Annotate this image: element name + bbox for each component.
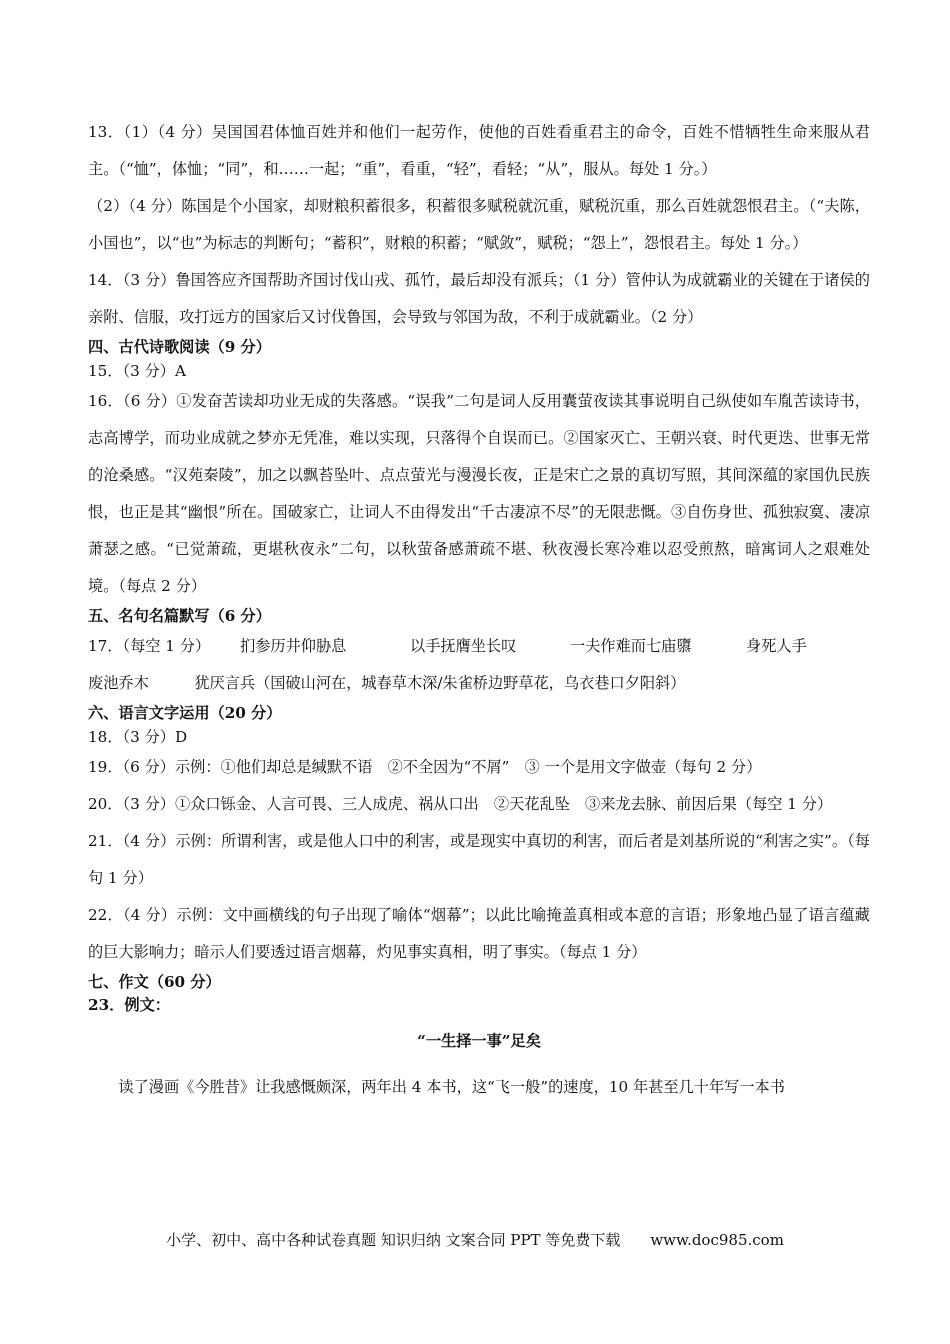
q17-answer-4: 身死人手 — [746, 637, 807, 655]
q16-answer: 16．（6 分）①发奋苦读却功业无成的失落感。“误我”二句是词人反用囊萤夜读其事说明自己纵使如车胤苦读诗书，志高博学，而功业成就之梦亦无凭准，难以实现，只落得个自误而已。②国家灭亡、王朝兴衰、时代更迭、世事无常的沧桑感。“汉苑秦陵”，加之以飘苔坠叶、点点萤光与漫漫长夜，正是宋亡之景的真切写照，其间深蕴的家国仇民族恨，也正是其“幽恨”所在。国破家亡，让词人不由得发出“千古凄凉不尽”的无限悲慨。③自伤身世、孤独寂寞、凄凉萧瑟之感。“已觉萧疏，更堪秋夜永”二句，以秋萤备感萧疏不堪、秋夜漫长寒冷难以忍受煎熬，暗寓词人之艰难处境。（每点 2 分） — [88, 392, 870, 595]
q20-answer: 20．（3 分）①众口铄金、人言可畏、三人成虎、祸从口出 ②天花乱坠 ③来龙去脉、前因后果（每空 1 分） — [88, 795, 833, 813]
section-6-heading: 六、语言文字运用（20 分） — [88, 704, 282, 722]
essay-paragraph-1: 读了漫画《今胜昔》让我感慨颇深，两年出 4 本书，这“飞一般”的速度，10 年甚至几十年写一本书 — [118, 1078, 785, 1097]
q15-answer: 15．（3 分）A — [88, 362, 186, 380]
q23-label: 23．例文： — [88, 996, 170, 1014]
q17-answer-2: 以手抚膺坐长叹 — [410, 637, 517, 655]
q13-part1: 13．（1）（4 分）吴国国君体恤百姓并和他们一起劳作，使他的百姓看重君主的命令，百姓不惜牺牲生命来服从君主。（“恤”，体恤；“同”，和……一起；“重”，看重，“轻”，看轻；“从”，服从。每处 1 分。） — [88, 123, 870, 178]
essay-title: “一生择一事”足矣 — [417, 1032, 541, 1050]
answer-content — [88, 114, 870, 1102]
q17-answer-1: 扪参历井仰胁息 — [240, 637, 347, 655]
q17-lead: 17．（每空 1 分） — [88, 637, 211, 655]
q17-line2: 废池乔木 犹厌言兵（国破山河在，城春草木深/朱雀桥边野草花，乌衣巷口夕阳斜） — [88, 674, 686, 692]
q19-answer: 19．（6 分）示例：①他们却总是缄默不语 ②不全因为“不屑” ③ 一个是用文字做壶（每句 2 分） — [88, 758, 762, 776]
section-5-heading: 五、名句名篇默写（6 分） — [88, 607, 271, 625]
q18-answer: 18．（3 分）D — [88, 728, 188, 746]
q21-answer: 21．（4 分）示例：所谓利害，或是他人口中的利害，或是现实中真切的利害，而后者是刘基所说的“利害之实”。（每句 1 分） — [88, 832, 870, 887]
q13-part2: （2）（4 分）陈国是个小国家，却财粮积蓄很多，积蓄很多赋税就沉重，赋税沉重，那么百姓就怨恨君主。（“夫陈，小国也”，以“也”为标志的判断句；“蓄积”，财粮的积蓄；“赋敛”，赋税；“怨上”，怨恨君主。每处 1 分。） — [88, 197, 870, 252]
q17-answer-3: 一夫作难而七庙隳 — [570, 637, 692, 655]
section-7-heading: 七、作文（60 分） — [88, 973, 221, 991]
section-4-heading: 四、古代诗歌阅读（9 分） — [88, 338, 271, 356]
page-footer: 小学、初中、高中各种试卷真题 知识归纳 文案合同 PPT 等免费下载 www.doc985.com — [166, 1231, 784, 1249]
q22-answer: 22．（4 分）示例：文中画横线的句子出现了喻体“烟幕”；以此比喻掩盖真相或本意的言语；形象地凸显了语言蕴藏的巨大影响力；暗示人们要透过语言烟幕，灼见事实真相，明了事实。（每点 1 分） — [88, 906, 870, 961]
q17-line1 — [88, 628, 870, 665]
q14-answer: 14．（3 分）鲁国答应齐国帮助齐国讨伐山戎、孤竹，最后却没有派兵；（1 分）管仲认为成就霸业的关键在于诸侯的亲附、信服，攻打远方的国家后又讨伐鲁国，会导致与邻国为敌，不利于成就霸业。（2 分） — [88, 271, 870, 326]
